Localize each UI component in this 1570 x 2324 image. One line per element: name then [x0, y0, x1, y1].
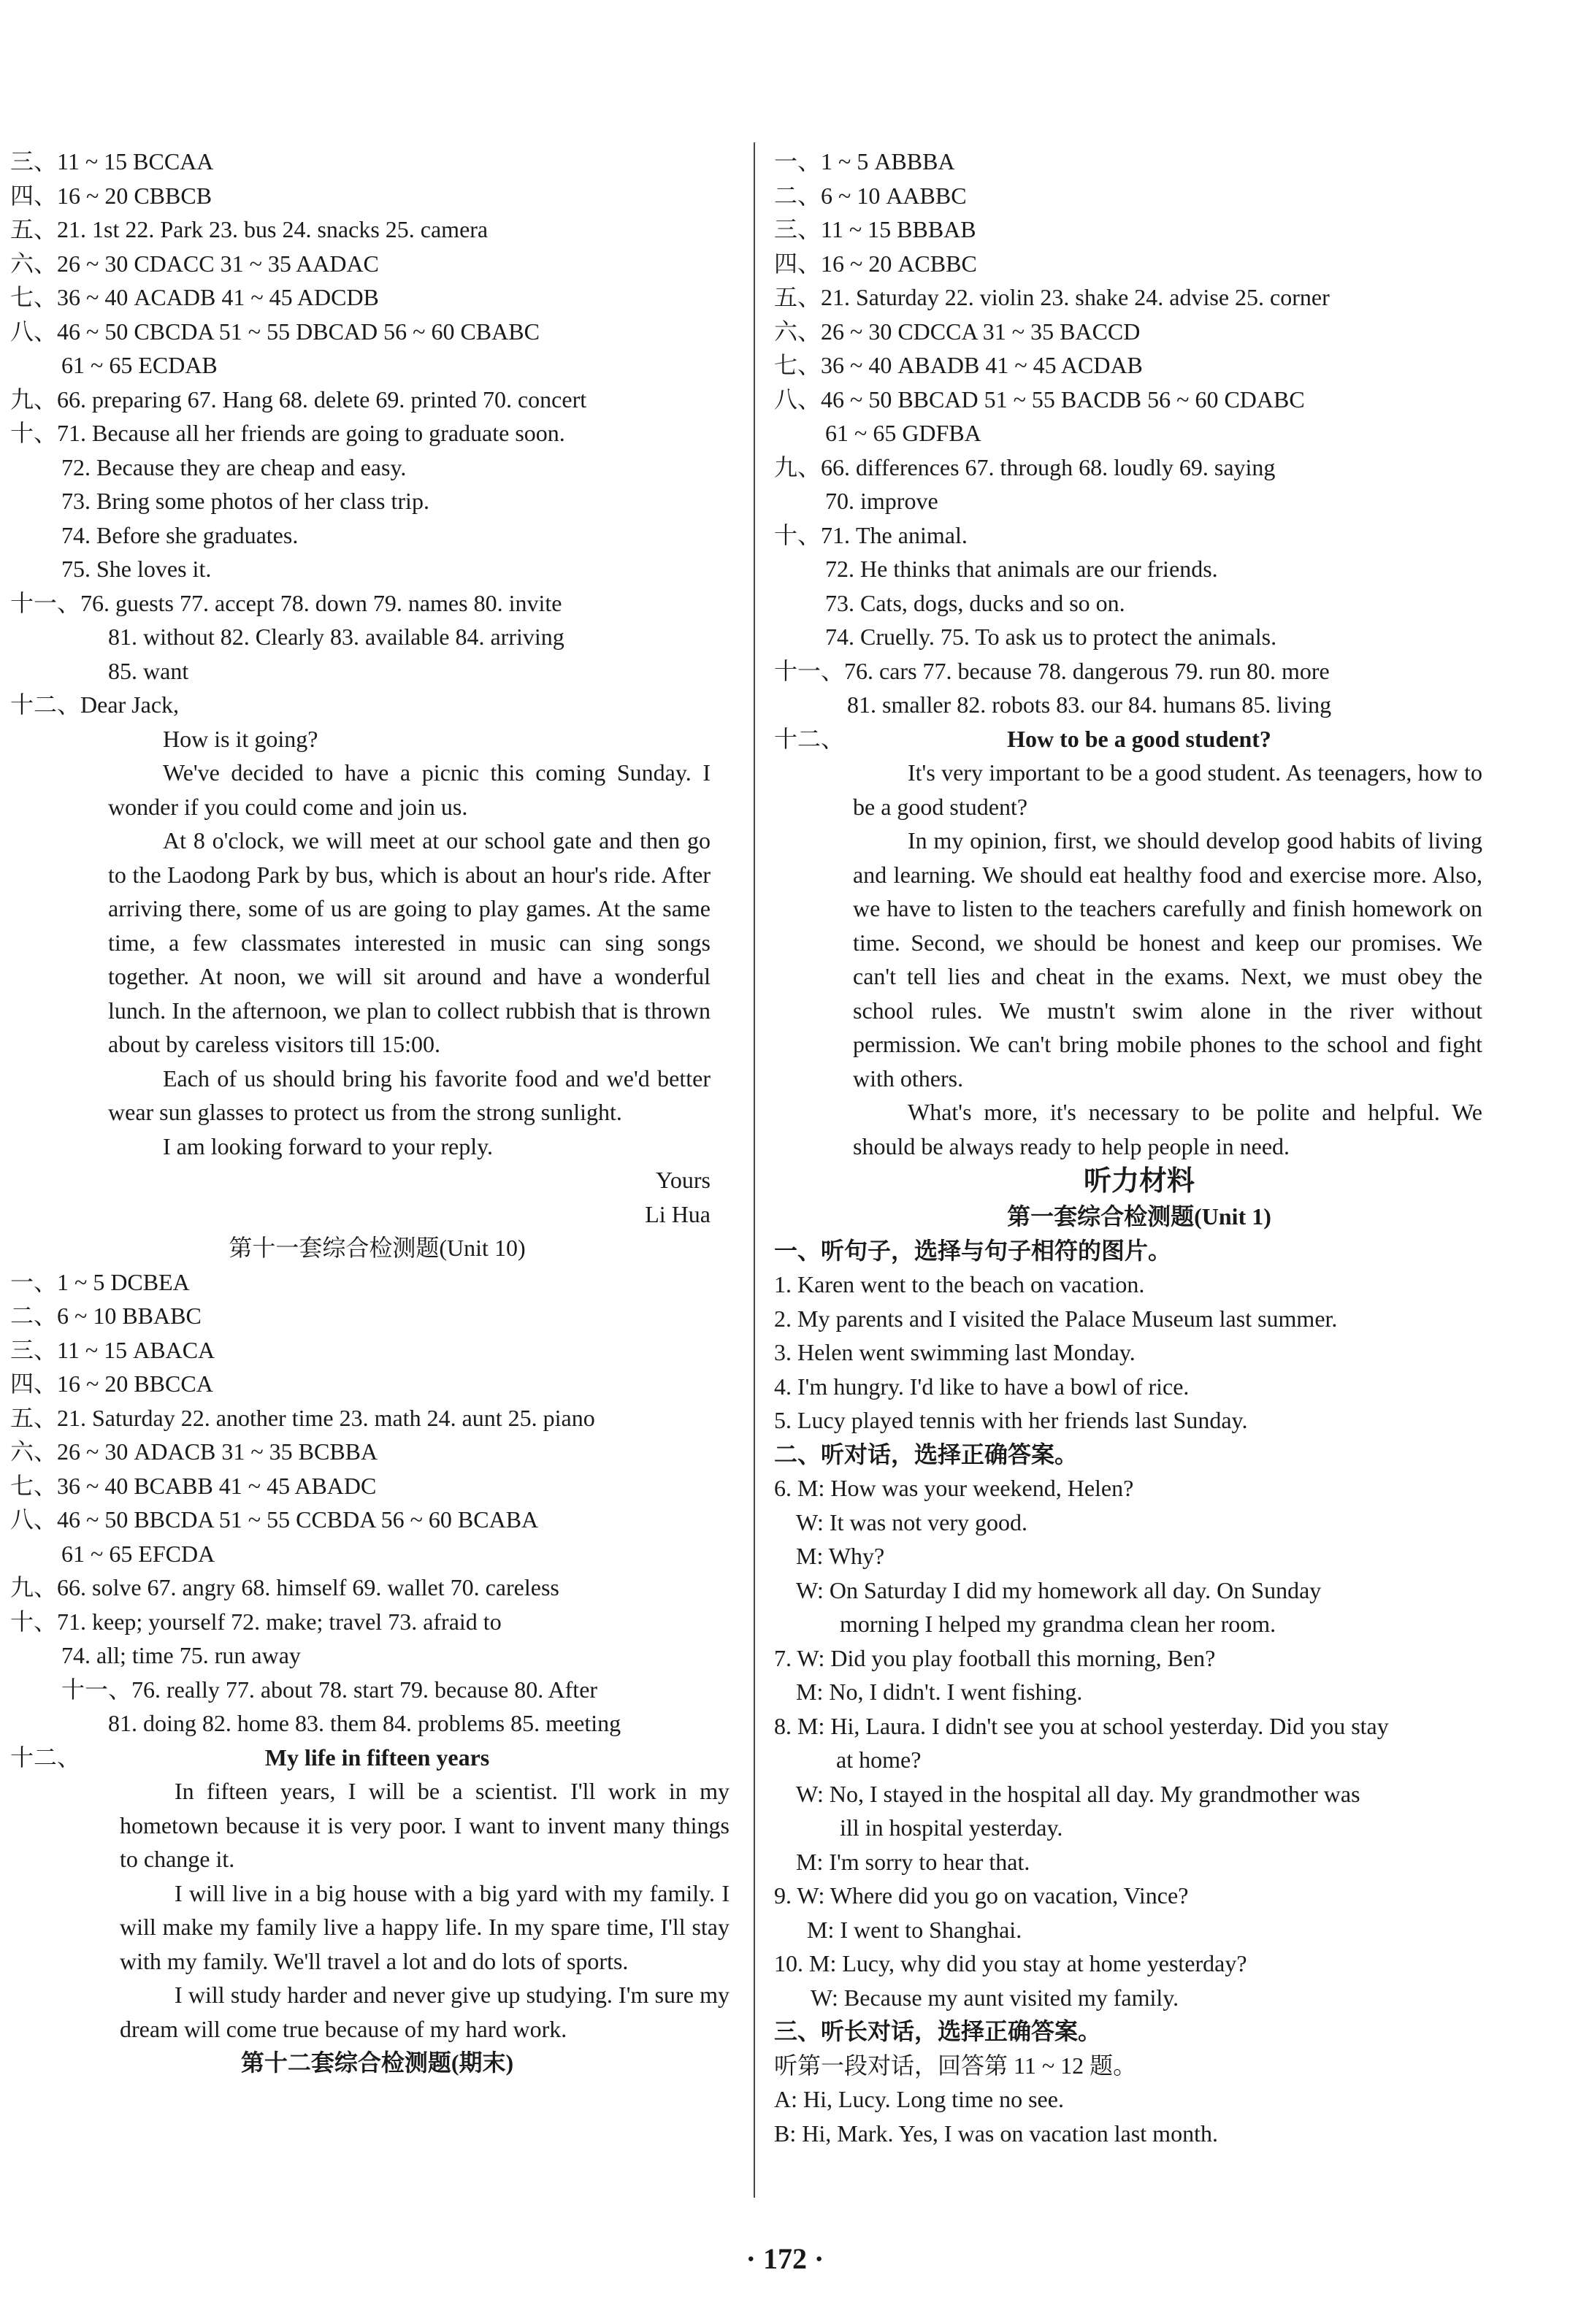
essay-title: How to be a good student?	[1007, 725, 1271, 752]
page-number: · 172 ·	[746, 2242, 824, 2275]
answer-line: 74. Before she graduates.	[61, 521, 299, 548]
dialogue-line: M: Why?	[796, 1543, 885, 1569]
answer-line: 四、16 ~ 20 BBCCA	[10, 1370, 213, 1397]
answer-line: 四、16 ~ 20 ACBBC	[774, 250, 977, 277]
answer-line: 七、36 ~ 40 ACADB 41 ~ 45 ADCDB	[10, 284, 379, 310]
answer-line: 85. want	[108, 657, 189, 684]
answer-line: 73. Cats, dogs, ducks and so on.	[825, 589, 1125, 616]
essay-paragraph: I will live in a big house with a big yard with my family. I will make my family live a happy life. In my spare time, I'll stay with my family. We'll travel a lot and do lots of sports.	[120, 1879, 730, 1974]
dialogue-line: W: On Saturday I did my homework all day. On Sunday	[796, 1576, 1322, 1603]
answer-line: 五、21. Saturday 22. another time 23. math 24. aunt 25. piano	[10, 1404, 595, 1431]
dialogue-line: M: No, I didn't. I went fishing.	[796, 1679, 1083, 1705]
answer-line: 61 ~ 65 ECDAB	[61, 352, 218, 378]
answer-line: 六、26 ~ 30 CDACC 31 ~ 35 AADAC	[10, 250, 379, 277]
answer-line: 二、6 ~ 10 AABBC	[774, 182, 967, 209]
answer-line: 十一、76. cars 77. because 78. dangerous 79. run 80. more	[774, 657, 1330, 684]
answer-line: 十一、76. guests 77. accept 78. down 79. names 80. invite	[10, 589, 562, 616]
answer-line: 81. without 82. Clearly 83. available 84. arriving	[108, 624, 564, 650]
answer-line: 六、26 ~ 30 CDCCA 31 ~ 35 BACCD	[774, 318, 1141, 345]
letter-paragraph: We've decided to have a picnic this coming Sunday. I wonder if you could come and join us.	[108, 759, 711, 820]
answer-line: 75. She loves it.	[61, 556, 212, 582]
answer-line: 72. He thinks that animals are our friends.	[825, 556, 1218, 582]
essay-heading	[10, 1741, 744, 1775]
letter-closing: Yours	[655, 1167, 711, 1193]
letter-paragraph: I am looking forward to your reply.	[163, 1132, 494, 1159]
essay-title: My life in fifteen years	[264, 1744, 490, 1771]
essay-body	[10, 1774, 744, 2046]
answer-line: 三、11 ~ 15 BCCAA	[10, 148, 214, 175]
listening-line: 3. Helen went swimming last Monday.	[774, 1339, 1136, 1365]
answer-line: 三、11 ~ 15 ABACA	[10, 1336, 215, 1363]
listening-title: 听力材料	[1083, 1166, 1195, 1197]
dialogue-line: 听第一段对话，回答第 11 ~ 12 题。	[774, 2052, 1137, 2079]
essay-tag: 十二、	[10, 1744, 81, 1771]
column-divider	[754, 142, 755, 2198]
essay-heading	[774, 722, 1504, 756]
dialogue-line: A: Hi, Lucy. Long time no see.	[774, 2086, 1064, 2112]
listening-line: 1. Karen went to the beach on vacation.	[774, 1271, 1145, 1297]
dialogue-line: W: It was not very good.	[796, 1508, 1027, 1535]
answer-line: 五、21. 1st 22. Park 23. bus 24. snacks 25. camera	[10, 216, 489, 242]
answer-line: 八、46 ~ 50 BBCAD 51 ~ 55 BACDB 56 ~ 60 CDABC	[774, 386, 1305, 413]
left-column	[10, 145, 744, 2080]
essay-paragraph: In fifteen years, I will be a scientist. I'll work in my hometown because it is very poor. I want to invent many things to change it.	[120, 1778, 730, 1872]
answer-line: 四、16 ~ 20 CBBCB	[10, 182, 212, 209]
dialogue-line: 6. M: How was your weekend, Helen?	[774, 1475, 1134, 1501]
answer-line: 一、1 ~ 5 DCBEA	[10, 1268, 190, 1295]
answer-line: 一、1 ~ 5 ABBBA	[774, 148, 955, 175]
answer-line: 十、71. The animal.	[774, 521, 968, 548]
dialogue-line: M: I'm sorry to hear that.	[796, 1848, 1030, 1875]
answer-line: 九、66. preparing 67. Hang 68. delete 69. printed 70. concert	[10, 386, 587, 413]
answer-line: 二、6 ~ 10 BBABC	[10, 1303, 202, 1329]
dialogue-line: 10. M: Lucy, why did you stay at home yesterday?	[774, 1950, 1247, 1976]
dialogue-line: 9. W: Where did you go on vacation, Vince?	[774, 1882, 1189, 1909]
dialogue-line: M: I went to Shanghai.	[807, 1916, 1022, 1943]
letter-body	[10, 722, 744, 1164]
part-title: 二、听对话，选择正确答案。	[774, 1441, 1079, 1468]
answer-line: 九、66. differences 67. through 68. loudly 69. saying	[774, 453, 1276, 480]
letter-salutation: 十二、Dear Jack,	[10, 691, 180, 718]
answer-line: 八、46 ~ 50 CBCDA 51 ~ 55 DBCAD 56 ~ 60 CBABC	[10, 318, 540, 345]
answer-line: 七、36 ~ 40 ABADB 41 ~ 45 ACDAB	[774, 352, 1143, 378]
answer-line: 72. Because they are cheap and easy.	[61, 453, 407, 480]
answer-line: 81. smaller 82. robots 83. our 84. humans 85. living	[847, 691, 1332, 718]
section-title-set12: 第十二套综合检测题(期末)	[240, 2049, 514, 2076]
answer-line: 三、11 ~ 15 BBBAB	[774, 216, 976, 242]
answer-line: 73. Bring some photos of her class trip.	[61, 488, 429, 514]
listening-line: 2. My parents and I visited the Palace Museum last summer.	[774, 1305, 1338, 1332]
answer-line: 十、71. keep; yourself 72. make; travel 73. afraid to	[10, 1608, 502, 1635]
letter-paragraph: Each of us should bring his favorite food and we'd better wear sun glasses to protect us from the strong sunlight.	[108, 1065, 711, 1125]
answer-line: 五、21. Saturday 22. violin 23. shake 24. advise 25. corner	[774, 284, 1330, 310]
listening-set-title: 第一套综合检测题(Unit 1)	[1007, 1203, 1271, 1230]
dialogue-line: 8. M: Hi, Laura. I didn't see you at school yesterday. Did you stay	[774, 1712, 1389, 1739]
essay-paragraph: I will study harder and never give up studying. I'm sure my dream will come true because of my hard work.	[120, 1982, 730, 2042]
answer-line: 81. doing 82. home 83. them 84. problems 85. meeting	[108, 1710, 621, 1736]
dialogue-line: W: Because my aunt visited my family.	[811, 1984, 1179, 2011]
essay-tag: 十二、	[774, 725, 845, 752]
essay-paragraph: It's very important to be a good student. As teenagers, how to be a good student?	[853, 759, 1482, 820]
answer-line: 十一、76. really 77. about 78. start 79. because 80. After	[61, 1676, 598, 1703]
answer-line: 七、36 ~ 40 BCABB 41 ~ 45 ABADC	[10, 1472, 377, 1499]
answer-line: 61 ~ 65 EFCDA	[61, 1540, 215, 1567]
answer-line: 61 ~ 65 GDFBA	[825, 420, 981, 446]
essay-paragraph: In my opinion, first, we should develop good habits of living and learning. We should eat healthy food and exercise more. Also, we have to listen to the teachers carefully and finish homework on time. Second, we should be honest and keep our promises. We can't tell lies and cheat in the exams. Next, we must obey the school rules. We mustn't swim alone in the river without permission. We can't bring mobile phones to the school and fight with others.	[853, 827, 1482, 1092]
dialogue-line: B: Hi, Mark. Yes, I was on vacation last month.	[774, 2120, 1218, 2147]
answer-line: 74. all; time 75. run away	[61, 1642, 301, 1668]
answer-line: 74. Cruelly. 75. To ask us to protect the animals.	[825, 624, 1277, 650]
answer-line: 六、26 ~ 30 ADACB 31 ~ 35 BCBBA	[10, 1438, 378, 1465]
answer-line: 70. improve	[825, 488, 938, 514]
dialogue-line: morning I helped my grandma clean her room.	[840, 1611, 1276, 1637]
letter-greeting: How is it going?	[163, 725, 318, 752]
part-title: 一、听句子，选择与句子相符的图片。	[774, 1237, 1172, 1264]
part-title: 三、听长对话，选择正确答案。	[774, 2018, 1102, 2044]
listening-line: 4. I'm hungry. I'd like to have a bowl of rice.	[774, 1373, 1190, 1400]
answer-line: 九、66. solve 67. angry 68. himself 69. wallet 70. careless	[10, 1574, 559, 1600]
section-title-set11: 第十一套综合检测题(Unit 10)	[229, 1235, 526, 1261]
letter-paragraph: At 8 o'clock, we will meet at our school gate and then go to the Laodong Park by bus, which is about an hour's ride. After arriving there, some of us are going to play games. At the same time, a few classmates interested in music can sing songs together. At noon, we will sit around and have a wonderful lunch. In the afternoon, we plan to collect rubbish that is thrown about by careless visitors till 15:00.	[108, 827, 711, 1057]
listening-line: 5. Lucy played tennis with her friends last Sunday.	[774, 1407, 1248, 1433]
answer-line: 十、71. Because all her friends are going to graduate soon.	[10, 420, 565, 446]
answer-line: 八、46 ~ 50 BBCDA 51 ~ 55 CCBDA 56 ~ 60 BCABA	[10, 1506, 539, 1533]
letter-signature: Li Hua	[645, 1200, 711, 1227]
right-column	[774, 145, 1504, 2150]
dialogue-line: ill in hospital yesterday.	[840, 1814, 1063, 1841]
dialogue-line: W: No, I stayed in the hospital all day. My grandmother was	[796, 1780, 1360, 1807]
dialogue-line: 7. W: Did you play football this morning, Ben?	[774, 1644, 1216, 1671]
dialogue-line: at home?	[836, 1746, 922, 1773]
essay-body	[774, 756, 1504, 1163]
essay-paragraph: What's more, it's necessary to be polite and helpful. We should be always ready to help people in need.	[853, 1099, 1482, 1159]
